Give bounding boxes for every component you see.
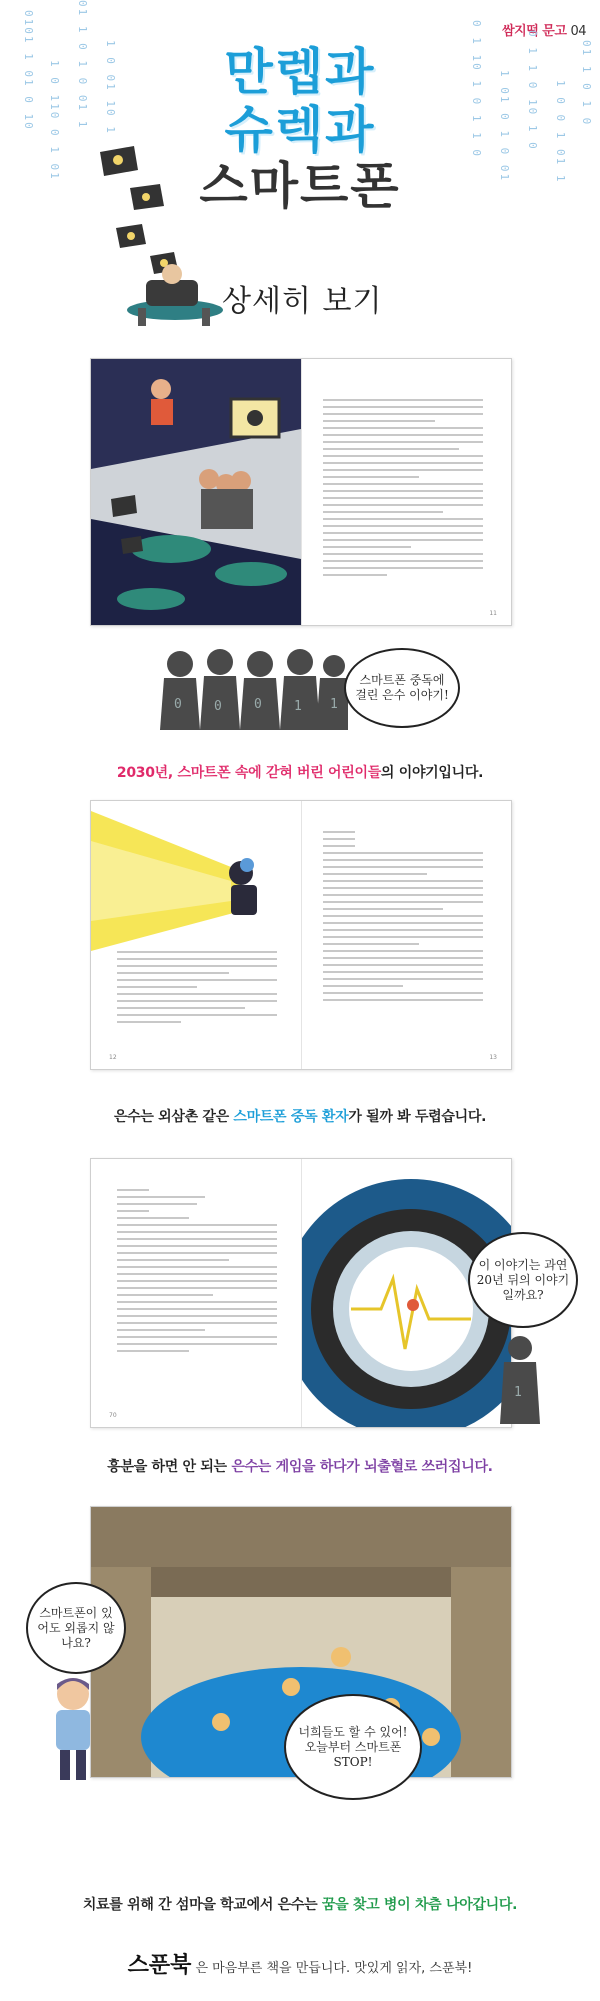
caption-2: [0, 1106, 600, 1126]
caption-3: [0, 1456, 600, 1476]
spread-2-left-text: [117, 951, 277, 1028]
caption-1-part-c: 의 이야기입니다.: [380, 765, 484, 781]
caption-1-part-a: 2030년,: [116, 765, 178, 781]
speech-bubble-3: 스마트폰이 있어도 외롭지 않나요?: [26, 1582, 126, 1674]
book-spread-1: 11: [90, 358, 512, 626]
caption-3-part-b: 은수는 게임을 하다가 뇌출혈로 쓰러집니다.: [231, 1459, 493, 1475]
caption-4-part-a: 치료를 위해 간 섬마을 학교에서 은수는: [82, 1897, 322, 1913]
speech-bubble-4: 너희들도 할 수 있어! 오늘부터 스마트폰 STOP!: [284, 1694, 422, 1800]
spread-1-illustration: [91, 359, 301, 625]
svg-text:0: 0: [254, 697, 262, 712]
footer-text: 은 마음부른 책을 만듭니다. 맛있게 읽자, 스푼북!: [195, 1961, 473, 1976]
caption-4-part-b: 꿈을 찾고 병이 차츰 나아갑니다.: [321, 1897, 518, 1913]
spread-1-text-block: [323, 399, 483, 581]
book-spread-2: 12 13: [90, 800, 512, 1070]
binary-code-background: 0101 1 01 0 10 1 0 110 0 1 01 01 1 0 1 0 01 1 1 0 01 10 1 0 1 10 1 0 1 1 0 1 01 0 1 0 01 0 1 1 0 10 1 0 1 0 0 1 01 1 01 1 0 1 0: [22, 0, 593, 184]
spread-2-right-text: [323, 831, 483, 1006]
series-name: 쌈지떡 문고: [502, 24, 567, 39]
publisher-brand: 스푼북: [127, 1953, 192, 1978]
footer: [0, 1948, 600, 1979]
caption-2-part-c: 가 될까 봐 두렵습니다.: [348, 1109, 487, 1125]
caption-3-part-a: 흥분을 하면 안 되는: [107, 1459, 232, 1475]
caption-1-part-b: 스마트폰 속에 갇혀 버린 어린이들: [177, 765, 381, 781]
svg-text:1: 1: [330, 697, 338, 712]
svg-text:0: 0: [214, 699, 222, 714]
svg-text:1: 1: [514, 1385, 522, 1400]
spread-2-illustration: [91, 801, 301, 1069]
title-line-3: 스마트폰: [199, 157, 401, 215]
book-spread-3: 70: [90, 1158, 512, 1428]
spread-3-left-text: [117, 1189, 277, 1357]
cover-illustration: [80, 140, 230, 330]
caption-2-part-a: 은수는 외삼촌 같은: [113, 1109, 234, 1125]
caption-4: [0, 1894, 600, 1914]
speech-bubble-2: 이 이야기는 과연 20년 뒤의 이야기일까요?: [468, 1232, 578, 1328]
title-line-1: 만렙과: [224, 43, 376, 101]
kids-silhouettes: [158, 648, 348, 730]
title-line-2: 슈렉과: [224, 101, 376, 159]
girl-illustration: [44, 1676, 102, 1786]
subtitle: 상세히 보기: [222, 284, 383, 319]
svg-text:1: 1: [294, 699, 302, 714]
series-number: 04: [570, 24, 586, 39]
boy-silhouette: [496, 1334, 544, 1424]
caption-1: [0, 762, 600, 782]
caption-2-part-b: 스마트폰 중독 환자: [233, 1109, 349, 1125]
svg-text:0: 0: [174, 697, 182, 712]
speech-bubble-1: 스마트폰 중독에 걸린 은수 이야기!: [344, 648, 460, 728]
